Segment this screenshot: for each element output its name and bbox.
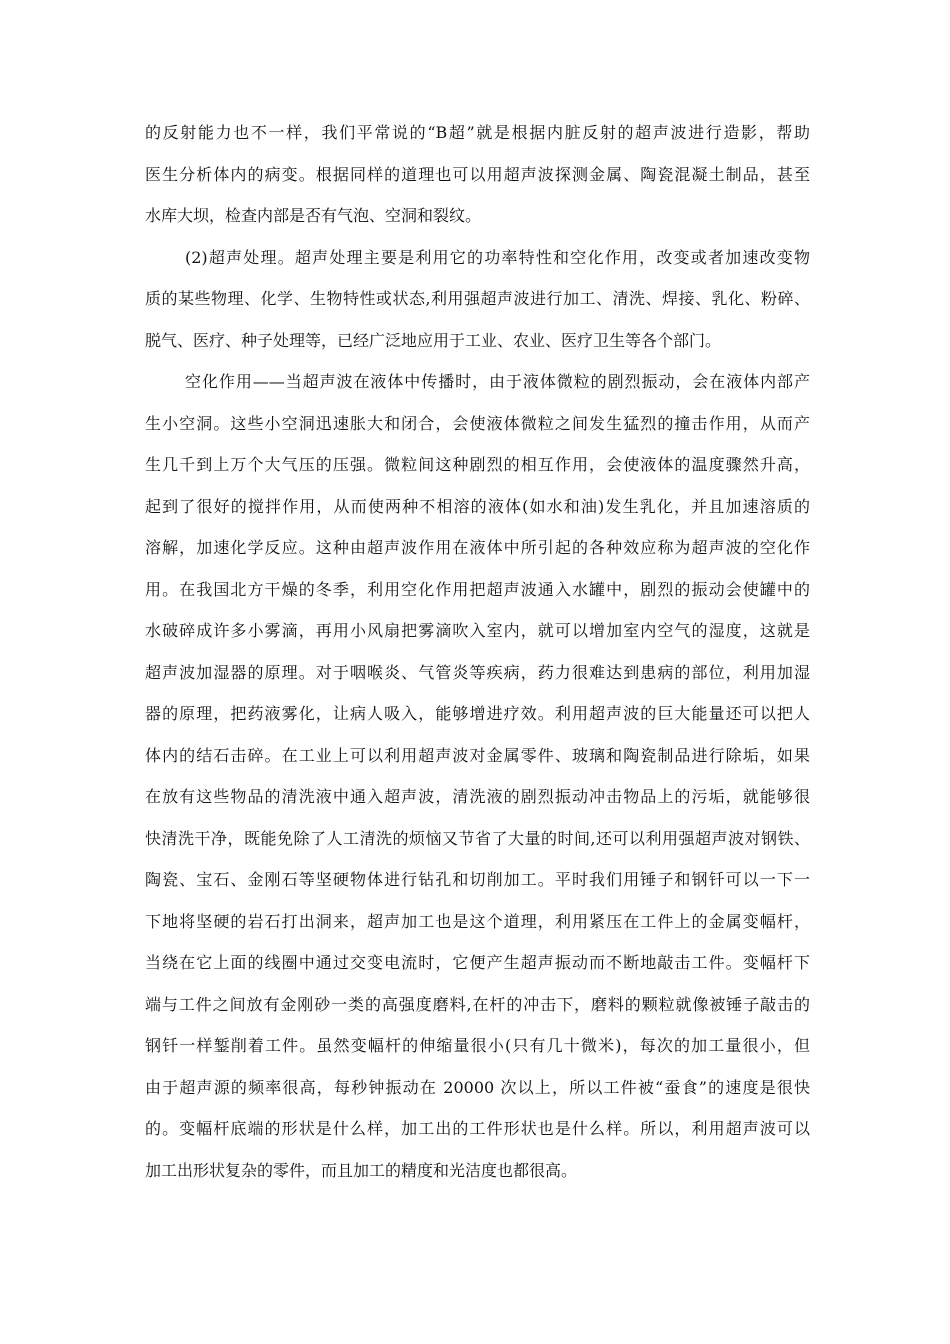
text-line: 下地将坚硬的岩石打出洞来，超声加工也是这个道理，利用紧压在工件上的金属变幅杆， <box>145 911 810 931</box>
paragraph-start-line: 空化作用——当超声波在液体中传播时，由于液体微粒的剧烈振动，会在液体内部产 <box>185 372 810 391</box>
text-line: 溶解，加速化学反应。这种由超声波作用在液体中所引起的各种效应称为超声波的空化作 <box>145 538 810 557</box>
text-line: 端与工件之间放有金刚砂一类的高强度磨料,在杆的冲击下，磨料的颗粒就像被锤子敲击的 <box>145 994 810 1014</box>
text-line: 体内的结石击碎。在工业上可以利用超声波对金属零件、玻璃和陶瓷制品进行除垢，如果 <box>145 745 810 765</box>
text-line: 器的原理，把药液雾化，让病人吸入，能够增进疗效。利用超声波的巨大能量还可以把人 <box>145 704 810 723</box>
text-line: 水破碎成许多小雾滴，再用小风扇把雾滴吹入室内，就可以增加室内空气的湿度，这就是 <box>145 621 810 640</box>
body-text <box>145 112 810 1191</box>
text-line: 用。在我国北方干燥的冬季，利用空化作用把超声波通入水罐中，剧烈的振动会使罐中的 <box>145 579 810 599</box>
text-line: 快清洗干净，既能免除了人工清洗的烦恼又节省了大量的时间,还可以利用强超声波对钢铁、 <box>145 828 810 848</box>
text-line: 生几千到上万个大气压的压强。微粒间这种剧烈的相互作用，会使液体的温度骤然升高， <box>145 455 810 474</box>
text-line: 由于超声源的频率很高，每秒钟振动在 20000 次以上，所以工件被“蚕食”的速度是很快 <box>145 1077 810 1097</box>
text-line: 水库大坝，检查内部是否有气泡、空洞和裂纹。 <box>145 206 482 225</box>
text-line: 超声波加湿器的原理。对于咽喉炎、气管炎等疾病，药力很难达到患病的部位，利用加湿 <box>145 662 810 682</box>
paragraph-start-line: (2)超声处理。超声处理主要是利用它的功率特性和空化作用，改变或者加速改变物 <box>185 247 810 267</box>
text-line: 的反射能力也不一样，我们平常说的“B超”就是根据内脏反射的超声波进行造影，帮助 <box>145 123 810 142</box>
text-line: 的。变幅杆底端的形状是什么样，加工出的工件形状也是什么样。所以，利用超声波可以 <box>145 1119 810 1138</box>
text-line: 陶瓷、宝石、金刚石等坚硬物体进行钻孔和切削加工。平时我们用锤子和钢钎可以一下一 <box>145 870 810 889</box>
text-line: 钢钎一样錾削着工件。虽然变幅杆的伸缩量很小(只有几十微米)，每次的加工量很小，但 <box>145 1036 810 1055</box>
text-line: 在放有这些物品的清洗液中通入超声波，清洗液的剧烈振动冲击物品上的污垢，就能够很 <box>145 787 810 806</box>
text-line: 脱气、医疗、种子处理等，已经广泛地应用于工业、农业、医疗卫生等各个部门。 <box>145 330 722 350</box>
text-line: 质的某些物理、化学、生物特性或状态,利用强超声波进行加工、清洗、焊接、乳化、粉碎、 <box>145 289 810 308</box>
text-line: 生小空洞。这些小空洞迅速胀大和闭合，会使液体微粒之间发生猛烈的撞击作用，从而产 <box>145 413 810 433</box>
text-line: 当绕在它上面的线圈中通过交变电流时，它便产生超声振动而不断地敲击工件。变幅杆下 <box>145 953 810 972</box>
text-line: 起到了很好的搅拌作用，从而使两种不相溶的液体(如水和油)发生乳化，并且加速溶质的 <box>145 496 810 516</box>
text-line: 医生分析体内的病变。根据同样的道理也可以用超声波探测金属、陶瓷混凝土制品，甚至 <box>145 164 810 184</box>
text-line: 加工出形状复杂的零件，而且加工的精度和光洁度也都很高。 <box>145 1160 578 1180</box>
